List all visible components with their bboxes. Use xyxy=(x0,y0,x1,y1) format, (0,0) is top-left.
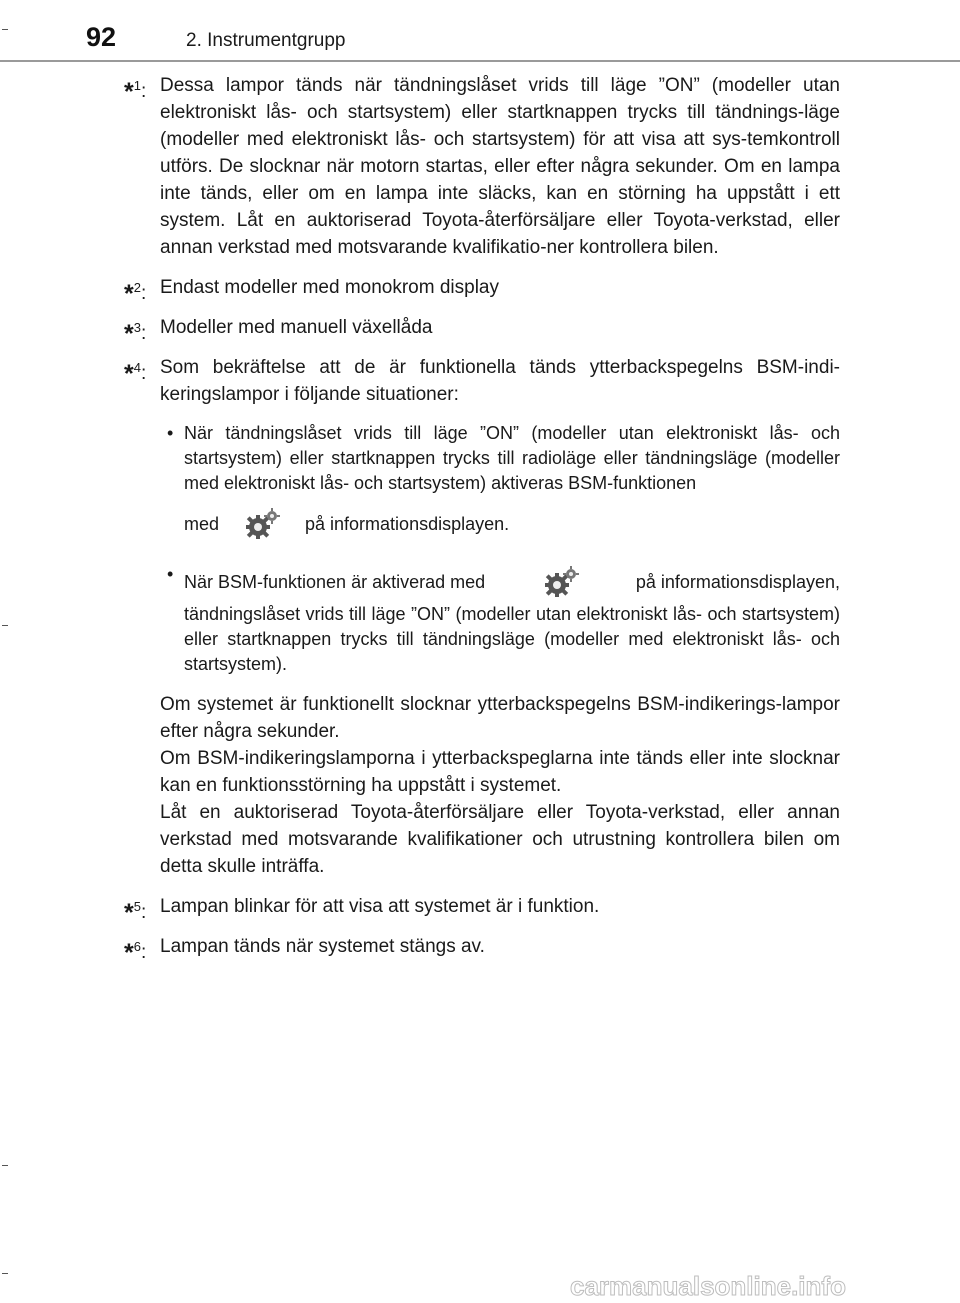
crop-mark xyxy=(2,29,8,30)
bullet-text: • När BSM-funktionen är aktiverad med xyxy=(184,571,486,592)
footnote-1 xyxy=(0,72,960,261)
footnote-text: Dessa lampor tänds när tändningslåset vrids till läge ”ON” (modeller utan elektroniskt lås- och startsystem) eller startknappen trycks till tändnings-läge (modeller med elektroniskt lås- och startsystem) för att visa att sys-temkontroll utförs. De slocknar när motorn startas, eller efter några sekunder. Om en lampa inte tänds, eller om en lampa inte släcks, kan en störning ha uppstått i ett system. Låt en auktoriserad Toyota-återförsäljare eller Toyota-verkstad, eller annan verkstad med motsvarande kvalifikatio-ner kontrollera bilen. xyxy=(160,75,840,258)
footnote-text: Lampan tänds när systemet stängs av. xyxy=(160,936,485,957)
body-paragraph: Om BSM-indikeringslamporna i ytterbackspeglarna inte tänds eller inte slocknar kan en funktionsstörning ha uppstått i systemet. xyxy=(160,748,840,796)
bullet-item xyxy=(160,421,840,548)
footnote-text: Endast modeller med monokrom display xyxy=(160,277,499,298)
bullet-text: på informationsdisplayen, xyxy=(635,571,840,592)
bullet-text: tändningslåset vrids till läge ”ON” (modeller utan elektroniskt lås- och startsystem) eller startknappen trycks till tändningsläge (modeller med elektroniskt lås- och startsystem). xyxy=(184,604,840,674)
footnote-marker: *$^5$: xyxy=(124,899,147,927)
page-header xyxy=(0,0,960,62)
crop-mark xyxy=(2,1165,8,1166)
bullet-text: på informationsdisplayen. xyxy=(305,513,510,534)
footnote-marker: *$^2$: xyxy=(124,280,147,308)
footnote-intro: Som bekräftelse att de är funktionella tänds ytterbackspegelns BSM-indi-keringslampor i följande situationer: xyxy=(160,357,840,405)
page-number: 92 xyxy=(86,22,117,52)
footnote-marker: *$^3$: xyxy=(124,320,147,348)
chapter-title: 2. Instrumentgrupp xyxy=(186,30,346,51)
footnote-marker: *$^6$: xyxy=(124,939,147,967)
footnote-4 xyxy=(0,354,960,880)
page-content xyxy=(0,72,960,973)
footnote-5 xyxy=(0,893,960,927)
header-rule xyxy=(0,60,960,62)
gear-settings-icon xyxy=(542,565,580,599)
bullet-text: • När tändningslåset vrids till läge ”ON” (modeller utan elektroniskt lås- och startsystem) eller startknappen trycks till radioläge eller tändningsläge (modeller med elektroniskt lås- och startsystem) aktiveras BSM-funktionen xyxy=(184,423,840,493)
footnote-text: Lampan blinkar för att visa att systemet är i funktion. xyxy=(160,896,600,917)
bullet-item xyxy=(160,562,840,677)
footnote-2 xyxy=(0,274,960,308)
watermark xyxy=(568,1270,958,1302)
body-paragraph: Om systemet är funktionellt slocknar ytterbackspegelns BSM-indikerings-lampor efter några sekunder. xyxy=(160,694,840,742)
footnote-marker: *$^4$: xyxy=(124,360,147,388)
svg-text:carmanualsonline.info: carmanualsonline.info xyxy=(570,1271,846,1301)
bullet-list xyxy=(160,421,840,677)
footnote-3 xyxy=(0,314,960,348)
footnote-text: Modeller med manuell växellåda xyxy=(160,317,433,338)
crop-mark xyxy=(2,1273,8,1274)
bullet-text: med xyxy=(184,513,220,534)
footnote-marker: *$^1$: xyxy=(124,78,147,106)
footnote-6 xyxy=(0,933,960,967)
body-paragraph: Låt en auktoriserad Toyota-återförsäljare eller Toyota-verkstad, eller annan verkstad med motsvarande kvalifikationer och utrustning kontrollera bilen om detta skulle inträffa. xyxy=(160,802,840,877)
gear-settings-icon xyxy=(243,507,281,541)
